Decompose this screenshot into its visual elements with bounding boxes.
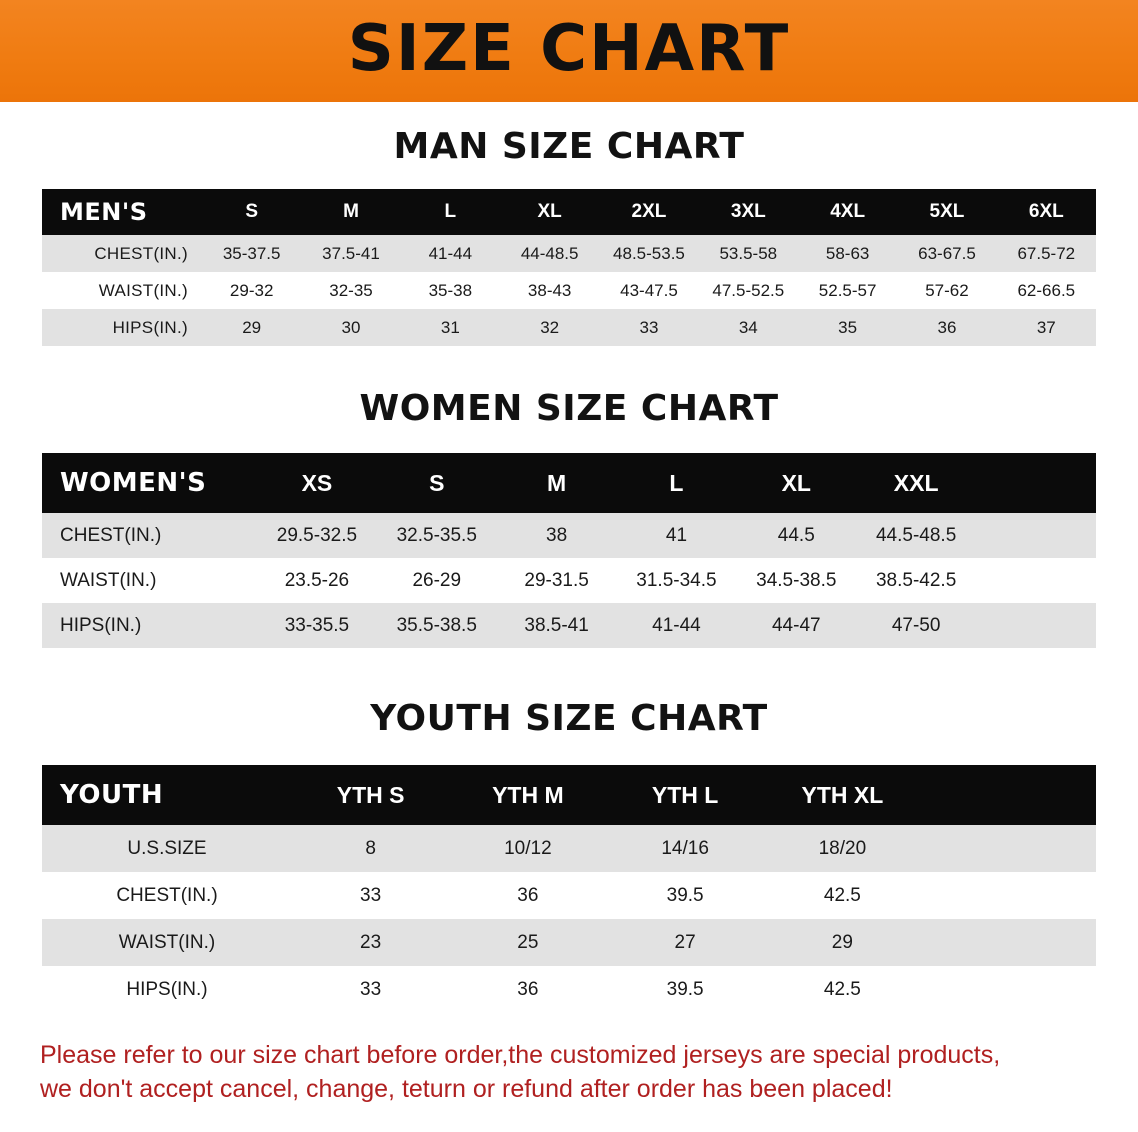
- column-header: 4XL: [830, 201, 866, 222]
- table-cell: 33: [360, 978, 382, 1000]
- table-cell: 10/12: [504, 837, 552, 859]
- table-cell-empty: [921, 825, 1096, 872]
- table-cell: 41-44: [652, 614, 701, 636]
- table-cell: 57-62: [925, 280, 969, 300]
- table-cell: 48.5-53.5: [613, 243, 685, 263]
- table-cell: 14/16: [661, 837, 709, 859]
- table-cell: 42.5: [823, 884, 861, 906]
- table-cell: 38-43: [527, 280, 572, 300]
- column-header: YTH XL: [801, 781, 884, 808]
- table-row: [42, 235, 1096, 272]
- column-header: M: [343, 201, 359, 222]
- table-cell: 35.5-38.5: [396, 614, 477, 636]
- table-cell: 33: [360, 884, 382, 906]
- table-cell: 32: [540, 317, 560, 337]
- table-cell: 38.5-42.5: [875, 569, 957, 591]
- row-label: WAIST(IN.): [118, 931, 216, 953]
- column-header: 2XL: [631, 201, 667, 222]
- table-cell: 37: [1036, 317, 1056, 337]
- table-row: [42, 309, 1096, 346]
- table-cell: 18/20: [818, 837, 867, 859]
- table-cell: 23.5-26: [284, 569, 350, 591]
- column-header: S: [429, 469, 445, 496]
- table-cell: 29: [242, 317, 262, 337]
- table-cell: 44.5-48.5: [875, 524, 957, 546]
- table-cell: 34.5-38.5: [756, 569, 837, 591]
- table-row: [42, 558, 1096, 603]
- column-header: 3XL: [730, 201, 766, 222]
- table-cell: 47.5-52.5: [712, 280, 785, 300]
- column-header: 6XL: [1028, 201, 1064, 222]
- page-banner: [0, 0, 1138, 102]
- table-cell: 36: [517, 884, 539, 906]
- table-cell: 41: [665, 524, 688, 546]
- row-label: CHEST(IN.): [60, 524, 162, 546]
- table-cell: 44.5: [777, 524, 815, 546]
- table-cell: 43-47.5: [620, 280, 678, 300]
- table-cell: 44-47: [771, 614, 821, 636]
- man-section-title: MAN SIZE CHART: [393, 126, 745, 167]
- table-header-row: [42, 453, 1096, 513]
- table-cell: 42.5: [823, 978, 861, 1000]
- table-cell: 62-66.5: [1017, 280, 1076, 300]
- page-title: SIZE CHART: [347, 12, 791, 86]
- table-cell-empty: [976, 558, 1096, 603]
- table-row: [42, 825, 1096, 872]
- table-row: [42, 919, 1096, 966]
- table-cell: 35-38: [428, 280, 473, 300]
- column-header: YOUTH: [60, 780, 164, 810]
- table-header-row: [42, 765, 1096, 825]
- table-cell: 25: [517, 931, 539, 953]
- table-cell: 38: [546, 524, 568, 546]
- table-cell: 67.5-72: [1017, 243, 1076, 263]
- table-cell: 29-31.5: [524, 569, 589, 591]
- column-header: XL: [781, 469, 811, 496]
- table-cell: 8: [365, 837, 376, 859]
- column-header: WOMEN'S: [60, 468, 207, 498]
- table-cell: 34: [738, 317, 758, 337]
- table-cell: 30: [341, 317, 361, 337]
- table-cell: 38.5-41: [524, 614, 589, 636]
- row-label: HIPS(IN.): [112, 317, 188, 337]
- table-cell: 36: [517, 978, 539, 1000]
- table-cell-empty: [921, 872, 1096, 919]
- column-header: YTH L: [651, 781, 719, 808]
- table-header-row: [42, 189, 1096, 235]
- column-header: XXL: [893, 469, 939, 496]
- women-size-table: [42, 453, 1096, 648]
- youth-size-table: [42, 765, 1096, 1013]
- table-cell: 31.5-34.5: [636, 569, 717, 591]
- table-row: [42, 272, 1096, 309]
- row-label: HIPS(IN.): [60, 614, 142, 636]
- table-cell: 26-29: [412, 569, 462, 591]
- women-size-table-wrapper: [42, 453, 1096, 648]
- table-row: [42, 513, 1096, 558]
- table-cell: 29: [831, 931, 853, 953]
- column-header-empty: [976, 453, 1096, 513]
- table-cell: 35-37.5: [222, 243, 281, 263]
- table-cell: 35: [838, 317, 858, 337]
- disclaimer-line-2: we don't accept cancel, change, teturn or refund after order has been placed!: [40, 1074, 893, 1103]
- column-header: XS: [301, 469, 333, 496]
- disclaimer-note: [40, 1039, 1098, 1107]
- column-header: L: [444, 201, 457, 222]
- table-cell: 29-32: [229, 280, 274, 300]
- table-cell: 32-35: [329, 280, 373, 300]
- table-cell: 47-50: [891, 614, 941, 636]
- row-label: CHEST(IN.): [116, 884, 218, 906]
- column-header-empty: [921, 765, 1096, 825]
- table-cell: 32.5-35.5: [396, 524, 477, 546]
- table-cell: 39.5: [666, 978, 704, 1000]
- table-cell-empty: [921, 919, 1096, 966]
- row-label: U.S.SIZE: [127, 837, 207, 859]
- man-size-table-wrapper: [42, 189, 1096, 346]
- column-header: XL: [537, 201, 562, 222]
- table-cell: 23: [360, 931, 382, 953]
- table-cell: 52.5-57: [818, 280, 877, 300]
- table-cell: 33-35.5: [284, 614, 350, 636]
- table-row: [42, 603, 1096, 648]
- table-cell-empty: [976, 603, 1096, 648]
- row-label: WAIST(IN.): [98, 280, 188, 300]
- disclaimer-line-1: Please refer to our size chart before order,the customized jerseys are special products,: [40, 1041, 1001, 1069]
- table-cell: 27: [674, 931, 696, 953]
- table-cell: 37.5-41: [322, 243, 380, 263]
- table-row: [42, 872, 1096, 919]
- table-cell: 29.5-32.5: [276, 524, 358, 546]
- table-cell-empty: [976, 513, 1096, 558]
- table-row: [42, 966, 1096, 1013]
- women-section-title: WOMEN SIZE CHART: [359, 388, 779, 429]
- table-cell: 39.5: [666, 884, 704, 906]
- column-header: 5XL: [929, 201, 965, 222]
- column-header: YTH S: [336, 781, 405, 808]
- table-cell-empty: [921, 966, 1096, 1013]
- column-header: L: [669, 469, 684, 496]
- table-cell: 31: [440, 317, 460, 337]
- column-header: S: [245, 201, 258, 222]
- youth-section-title: YOUTH SIZE CHART: [370, 698, 768, 739]
- table-cell: 41-44: [428, 243, 473, 263]
- column-header: M: [547, 469, 567, 496]
- table-cell: 36: [937, 317, 957, 337]
- table-cell: 44-48.5: [520, 243, 579, 263]
- row-label: WAIST(IN.): [60, 569, 157, 591]
- table-cell: 58-63: [825, 243, 870, 263]
- table-cell: 63-67.5: [918, 243, 976, 263]
- table-cell: 53.5-58: [719, 243, 778, 263]
- row-label: CHEST(IN.): [94, 243, 188, 263]
- youth-size-table-wrapper: [42, 765, 1096, 1013]
- table-cell: 33: [639, 317, 659, 337]
- column-header: MEN'S: [60, 198, 148, 226]
- column-header: YTH M: [492, 781, 564, 808]
- row-label: HIPS(IN.): [126, 978, 208, 1000]
- man-size-table: [42, 189, 1096, 346]
